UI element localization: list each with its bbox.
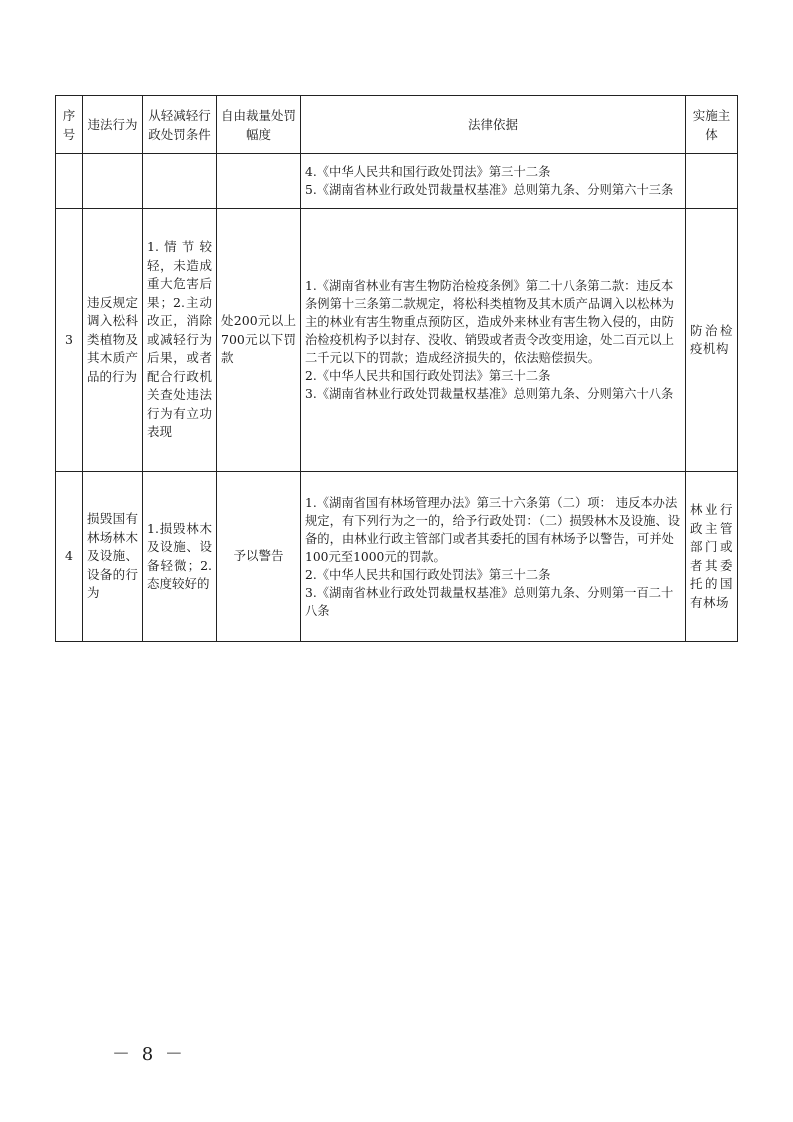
table-row [56, 209, 738, 472]
basis-item: 4.《中华人民共和国行政处罚法》第三十二条 [305, 165, 551, 179]
basis-item: 5.《湖南省林业行政处罚裁量权基准》总则第九条、分则第六十三条 [305, 183, 674, 197]
cell-amount [217, 154, 301, 209]
cell-basis [301, 472, 686, 642]
header-body: 实施主体 [686, 96, 738, 154]
header-no: 序号 [56, 96, 83, 154]
cell-condition: 1.损毁林木及设施、设备轻微；2.态度较好的 [143, 472, 217, 642]
discretion-table [55, 95, 738, 642]
header-act: 违法行为 [83, 96, 143, 154]
basis-item: 1.《湖南省国有林场管理办法》第三十六条第（二）项： 违反本办法规定，有下列行为之一的，给予行政处罚：（二）损毁林木及设施、设备的，由林业行政主管部门或者其委托的国有林场予以警告，可并处100元至1000元的罚款。 [305, 495, 681, 564]
cell-act: 违反规定调入松科类植物及其木质产品的行为 [83, 209, 143, 472]
table-row [56, 472, 738, 642]
page-number: － 8 － [112, 1044, 186, 1065]
cell-condition: 1.情节较轻，未造成重大危害后果；2.主动改正，消除或减轻行为后果，或者配合行政机关查处违法行为有立功表现 [143, 209, 217, 472]
header-basis: 法律依据 [301, 96, 686, 154]
cell-act: 损毁国有林场林木及设施、设备的行为 [83, 472, 143, 642]
cell-amount: 处200元以上700元以下罚款 [217, 209, 301, 472]
basis-item: 1.《湖南省林业有害生物防治检疫条例》第二十八条第二款：违反本条例第十三条第二款规定，将松科类植物及其木质产品调入以松林为主的林业有害生物重点预防区，造成外来林业有害生物入侵的，由防治检疫机构予以封存、没收、销毁或者责令改变用途，处二百元以上二千元以下的罚款；造成经济损失的，依法赔偿损失。 [305, 279, 674, 365]
cell-no: 3 [56, 209, 83, 472]
cell-basis [301, 209, 686, 472]
basis-item: 2.《中华人民共和国行政处罚法》第三十二条 [305, 567, 551, 582]
cell-act [83, 154, 143, 209]
cell-no: 4 [56, 472, 83, 642]
cell-body: 防治检疫机构 [686, 209, 738, 472]
basis-item: 2.《中华人民共和国行政处罚法》第三十二条 [305, 369, 551, 383]
table-row [56, 154, 738, 209]
basis-item: 3.《湖南省林业行政处罚裁量权基准》总则第九条、分则第一百二十八条 [305, 585, 674, 618]
basis-item: 3.《湖南省林业行政处罚裁量权基准》总则第九条、分则第六十八条 [305, 387, 674, 401]
table-header-row [56, 96, 738, 154]
cell-condition [143, 154, 217, 209]
cell-amount: 予以警告 [217, 472, 301, 642]
header-amount: 自由裁量处罚幅度 [217, 96, 301, 154]
cell-body: 林业行政主管部门或者其委托的国有林场 [686, 472, 738, 642]
cell-body [686, 154, 738, 209]
cell-no [56, 154, 83, 209]
cell-basis [301, 154, 686, 209]
header-condition: 从轻减轻行政处罚条件 [143, 96, 217, 154]
